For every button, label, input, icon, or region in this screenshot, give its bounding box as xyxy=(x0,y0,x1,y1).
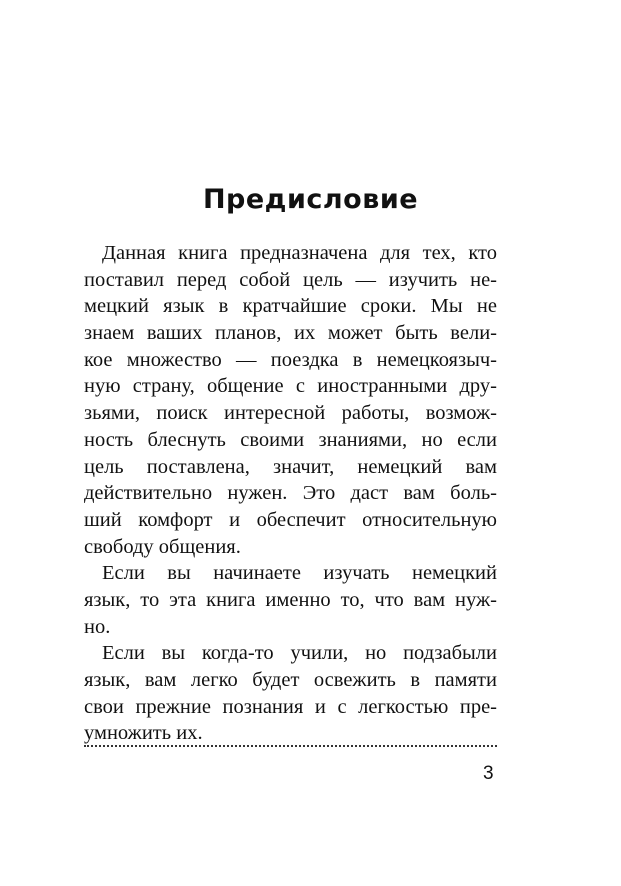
text-line: действительно нужен. Это даст вам боль- xyxy=(84,482,497,505)
page-title: Предисловие xyxy=(202,184,419,215)
paragraph xyxy=(84,560,497,640)
page-number: 3 xyxy=(483,763,494,784)
dotted-divider xyxy=(84,745,497,747)
text-line: ность блеснуть своими знаниями, но если xyxy=(84,428,497,451)
text-line: зьями, поиск интересной работы, возмож- xyxy=(84,402,497,425)
text-line: знаем ваших планов, их может быть вели- xyxy=(84,322,497,345)
text-line: ную страну, общение с иностранными дру- xyxy=(84,375,497,398)
text-line: Данная книга предназначена для тех, кто xyxy=(102,242,497,264)
text-line: ший комфорт и обеспечит относительную xyxy=(84,508,497,531)
text-line: поставил перед собой цель — изучить не- xyxy=(84,268,497,291)
text-line: Если вы когда-то учили, но подзабыли xyxy=(102,642,497,665)
text-line: язык, то эта книга именно то, что вам нуж- xyxy=(84,588,497,611)
text-line: язык, вам легко будет освежить в памяти xyxy=(84,669,497,691)
text-line: мецкий язык в кратчайшие сроки. Мы не xyxy=(84,295,497,318)
text-line: умножить их. xyxy=(84,722,203,745)
body-text xyxy=(84,240,497,747)
text-line: свободу общения. xyxy=(84,535,241,558)
text-line: но. xyxy=(84,615,111,638)
paragraph xyxy=(84,640,497,747)
text-line: свои прежние познания и с легкостью пре- xyxy=(84,695,497,718)
text-line: кое множество — поездка в немецкоязыч- xyxy=(84,348,497,371)
text-line: Если вы начинаете изучать немецкий xyxy=(102,562,497,585)
paragraph xyxy=(84,240,497,560)
text-line: цель поставлена, значит, немецкий вам xyxy=(84,455,497,478)
